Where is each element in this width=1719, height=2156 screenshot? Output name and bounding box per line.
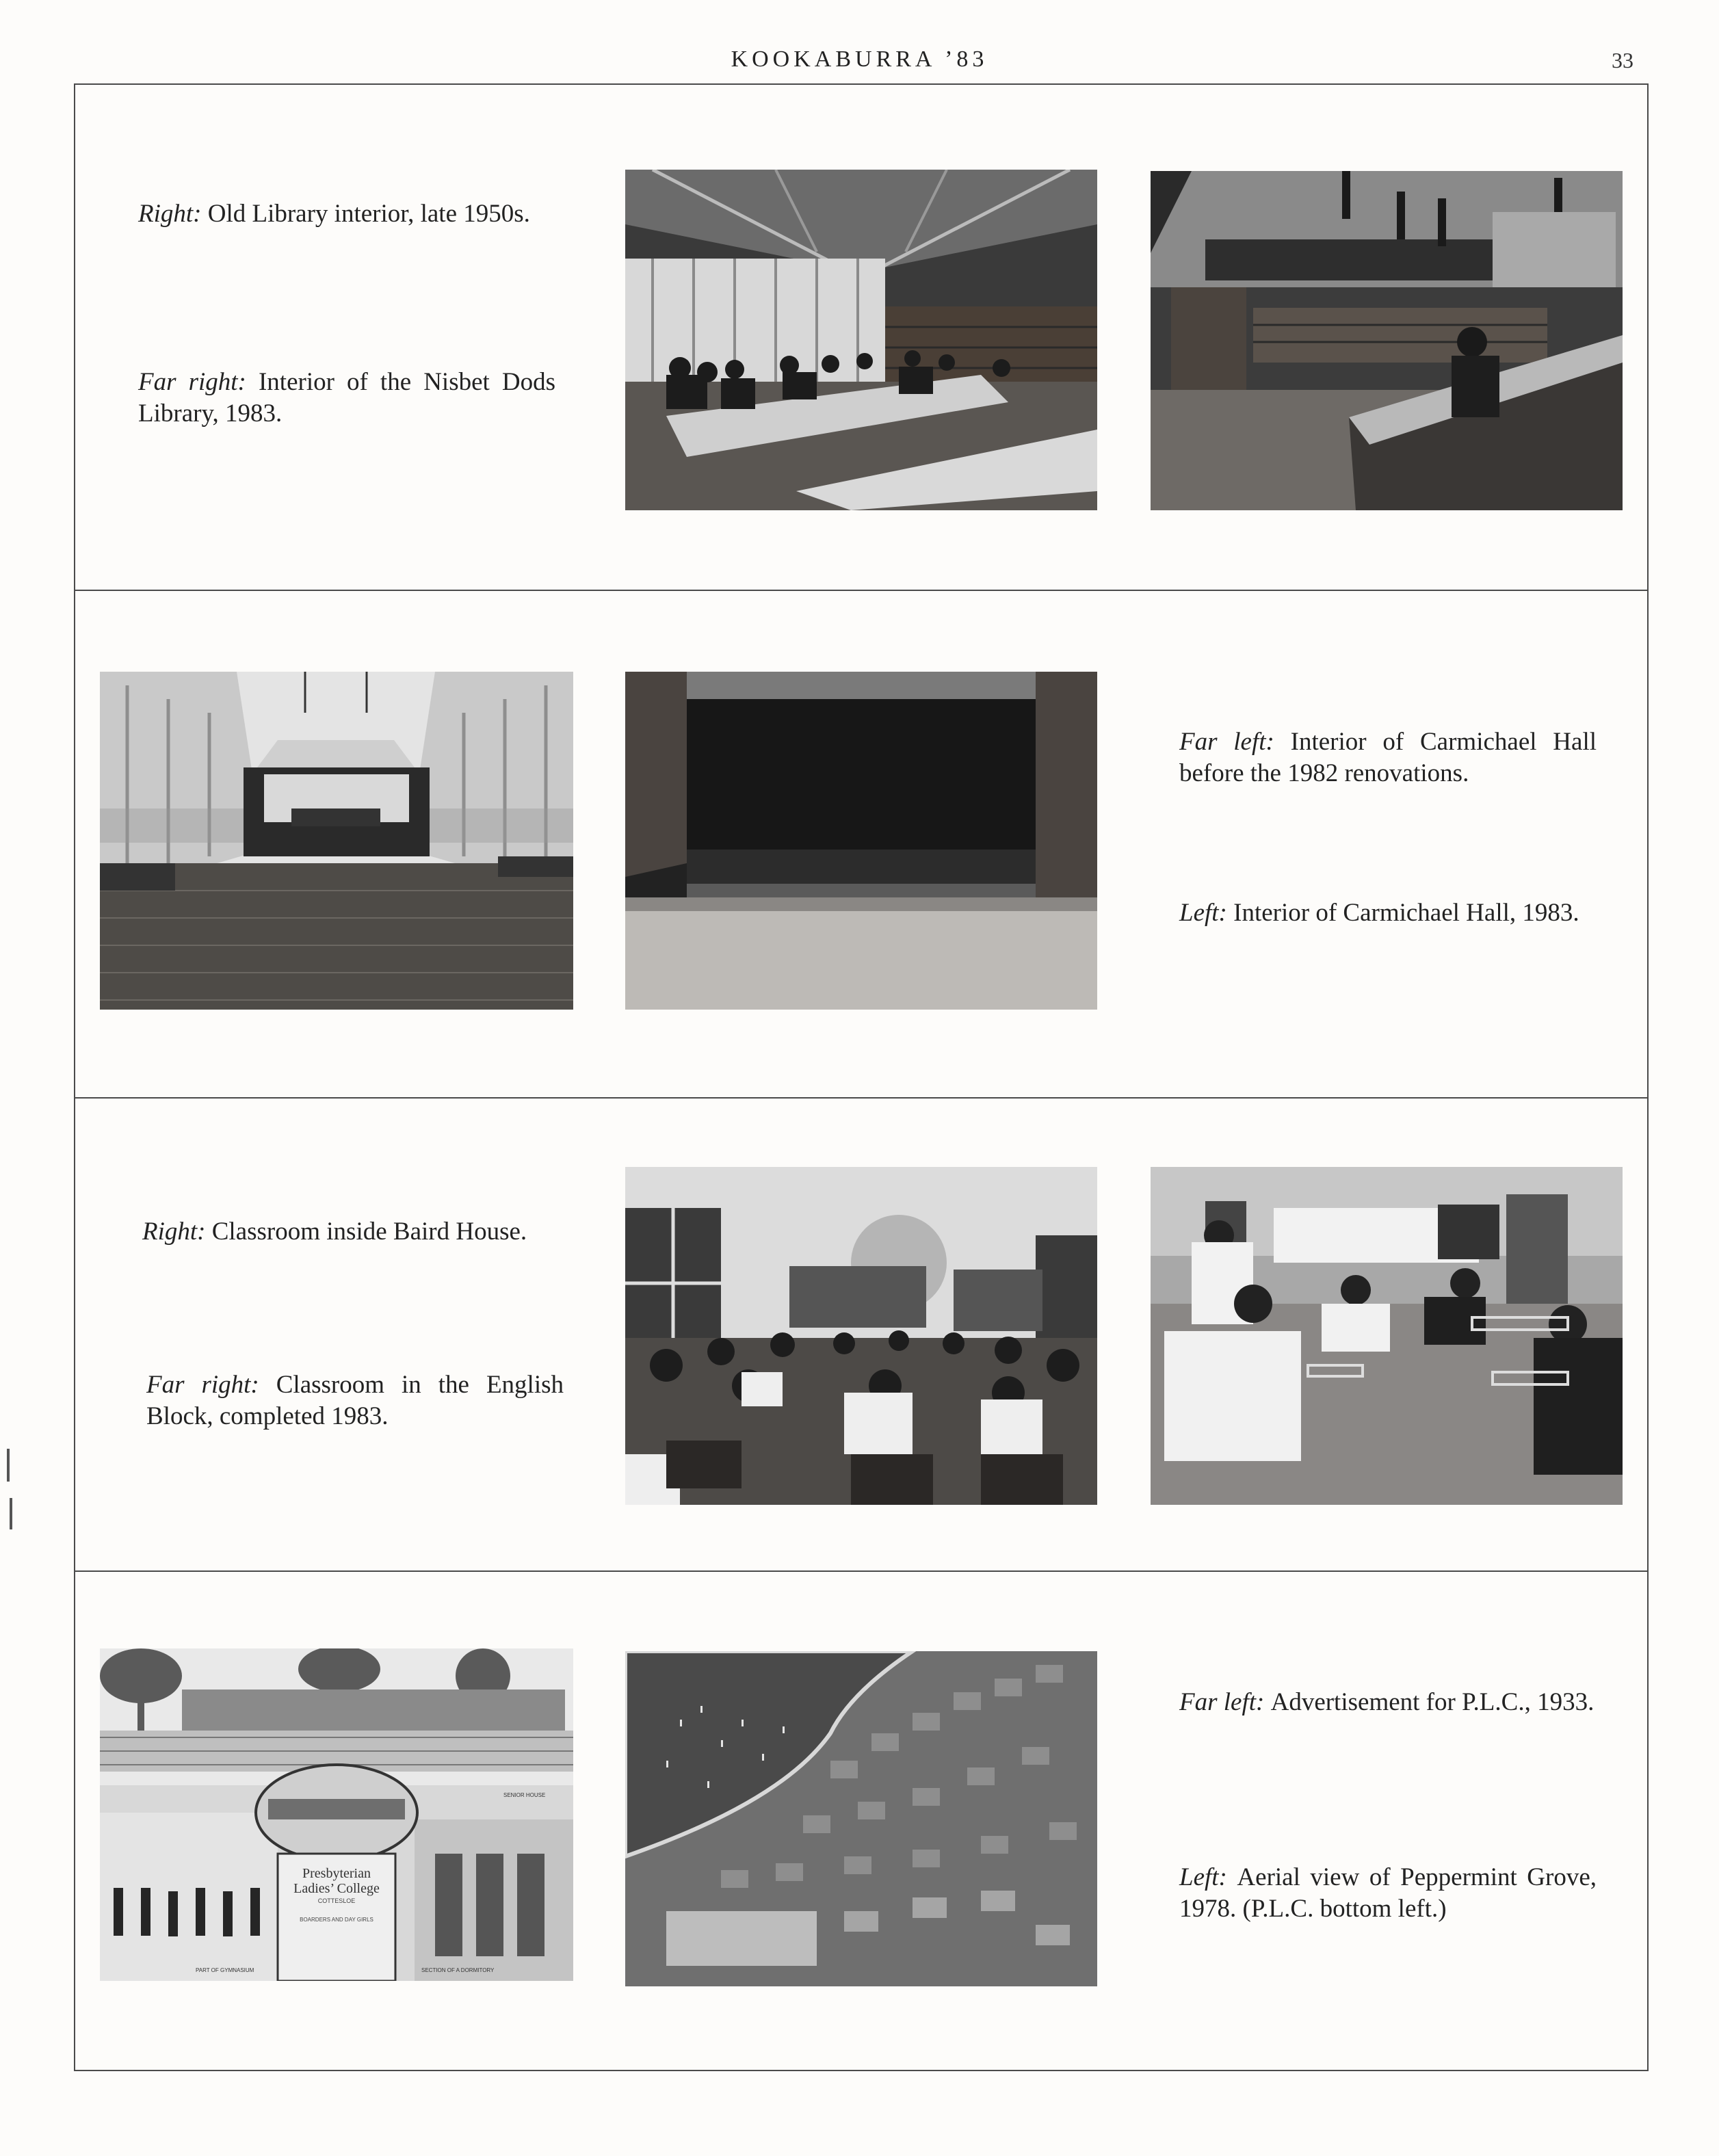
caption-label: Left: <box>1179 899 1227 927</box>
caption-aerial-view <box>1179 1862 1597 1925</box>
caption-label: Left: <box>1179 1863 1227 1891</box>
caption-label: Far left: <box>1179 728 1274 756</box>
caption-label: Right: <box>142 1218 206 1246</box>
caption-text: Classroom inside Baird House. <box>211 1218 527 1246</box>
caption-english-block-classroom <box>146 1369 564 1432</box>
caption-text: Interior of the Nisbet Dods Library, 1983. <box>138 368 556 428</box>
ad-college-name-line2: Ladies’ College <box>293 1881 380 1896</box>
caption-old-library <box>138 198 555 230</box>
caption-baird-house-classroom <box>142 1216 560 1248</box>
caption-plc-advertisement <box>1179 1687 1597 1718</box>
photo-nisbet-dods-library <box>1151 171 1623 510</box>
section-divider <box>74 1570 1649 1572</box>
edge-mark <box>7 1449 10 1482</box>
caption-hall-1983 <box>1179 897 1597 929</box>
caption-hall-before-renovations <box>1179 726 1597 789</box>
photo-aerial-peppermint-grove <box>625 1651 1097 1986</box>
caption-text: Interior of Carmichael Hall before the 1982 renovations. <box>1179 728 1597 787</box>
photo-carmichael-hall-before <box>100 672 573 1010</box>
ad-tagline: BOARDERS AND DAY GIRLS <box>300 1917 373 1923</box>
running-head-title: KOOKABURRA ’83 <box>731 47 988 72</box>
ad-dorm-caption: SECTION OF A DORMITORY <box>421 1967 495 1973</box>
section-divider <box>74 1097 1649 1099</box>
page-number: 33 <box>1612 48 1633 73</box>
caption-text: Classroom in the English Block, completed 1983. <box>146 1371 564 1430</box>
caption-text: Old Library interior, late 1950s. <box>207 200 530 228</box>
ad-gym-caption: PART OF GYMNASIUM <box>196 1967 254 1973</box>
edge-mark <box>10 1498 12 1529</box>
caption-text: Aerial view of Peppermint Grove, 1978. (P.L.C. bottom left.) <box>1179 1863 1597 1923</box>
caption-label: Far right: <box>146 1371 259 1399</box>
photo-baird-house-classroom <box>625 1167 1097 1505</box>
caption-label: Right: <box>138 200 202 228</box>
photo-old-library-interior <box>625 170 1097 510</box>
caption-label: Far left: <box>1179 1688 1265 1716</box>
ad-place: COTTESLOE <box>317 1897 356 1904</box>
photo-plc-advertisement-1933 <box>100 1648 573 1981</box>
photo-carmichael-hall-1983 <box>625 672 1097 1010</box>
ad-college-name-line1: Presbyterian <box>302 1866 371 1881</box>
caption-nisbet-dods-library <box>138 367 555 430</box>
section-divider <box>74 590 1649 591</box>
caption-text: Advertisement for P.L.C., 1933. <box>1270 1688 1595 1716</box>
ad-banner: SENIOR HOUSE <box>503 1792 546 1798</box>
caption-text: Interior of Carmichael Hall, 1983. <box>1233 899 1579 927</box>
photo-english-block-classroom <box>1151 1167 1623 1505</box>
caption-label: Far right: <box>138 368 246 396</box>
